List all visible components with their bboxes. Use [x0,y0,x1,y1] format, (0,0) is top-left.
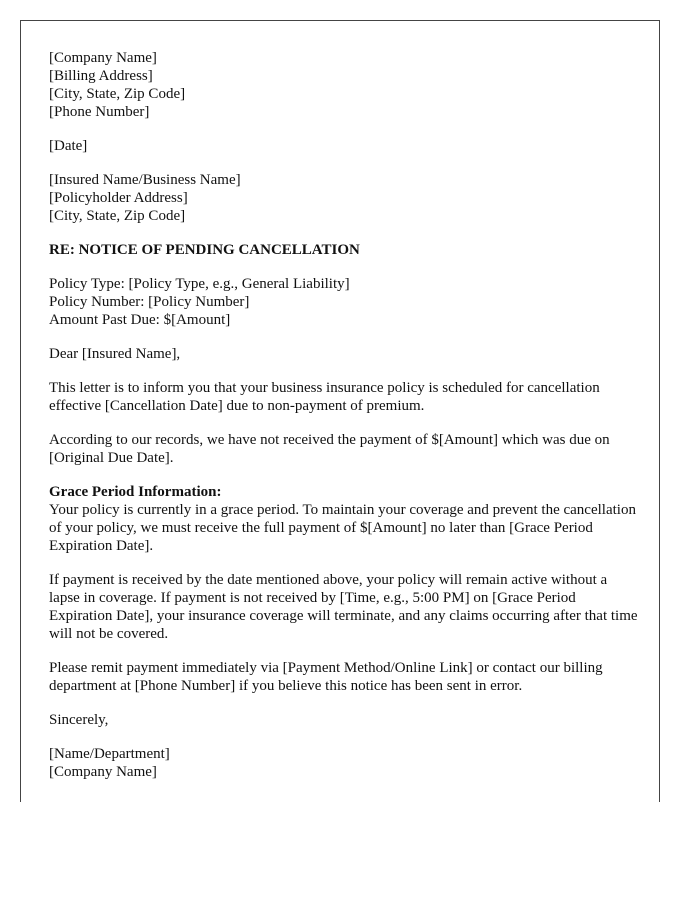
date-block [49,137,639,155]
remit-paragraph: Please remit payment immediately via [Payment Method/Online Link] or contact our billing department at [Phone Number] if you believe this notice has been sent in error. [49,660,603,694]
letter-page [20,20,660,802]
grace-period-heading: Grace Period Information: [49,484,222,500]
closing: Sincerely, [49,712,109,728]
policy-number: Policy Number: [Policy Number] [49,294,250,310]
signature-name-department: [Name/Department] [49,746,170,762]
intro-paragraph: This letter is to inform you that your business insurance policy is scheduled for cancellation effective [Cancellation Date] due to non-payment of premium. [49,380,600,414]
signature-company-name: [Company Name] [49,764,157,780]
sender-city-state-zip: [City, State, Zip Code] [49,86,186,102]
grace-period-body: Your policy is currently in a grace period. To maintain your coverage and prevent the cancellation of your policy, we must receive the full payment of $[Amount] no later than [Grace Period Expiration Date]. [49,502,636,554]
recipient-address: [Policyholder Address] [49,190,188,206]
recipient-block [49,171,639,225]
sender-block [49,49,639,121]
recipient-city-state-zip: [City, State, Zip Code] [49,208,186,224]
recipient-name: [Insured Name/Business Name] [49,172,241,188]
consequence-paragraph: If payment is received by the date mentioned above, your policy will remain active without a lapse in coverage. If payment is not received by [Time, e.g., 5:00 PM] on [Grace Period Expiration Date], your insurance coverage will terminate, and any claims occurring after that time will not be covered. [49,572,638,642]
letter-content [49,49,639,797]
sender-phone-number: [Phone Number] [49,104,150,120]
policy-type: Policy Type: [Policy Type, e.g., General Liability] [49,276,350,292]
grace-period-section [49,483,639,555]
sender-company-name: [Company Name] [49,50,157,66]
policy-details-block [49,275,639,329]
signature-block [49,745,639,781]
subject-line: RE: NOTICE OF PENDING CANCELLATION [49,242,360,258]
letter-date: [Date] [49,138,88,154]
amount-past-due: Amount Past Due: $[Amount] [49,312,231,328]
records-paragraph: According to our records, we have not received the payment of $[Amount] which was due on [Original Due Date]. [49,432,610,466]
sender-billing-address: [Billing Address] [49,68,153,84]
salutation: Dear [Insured Name], [49,346,181,362]
